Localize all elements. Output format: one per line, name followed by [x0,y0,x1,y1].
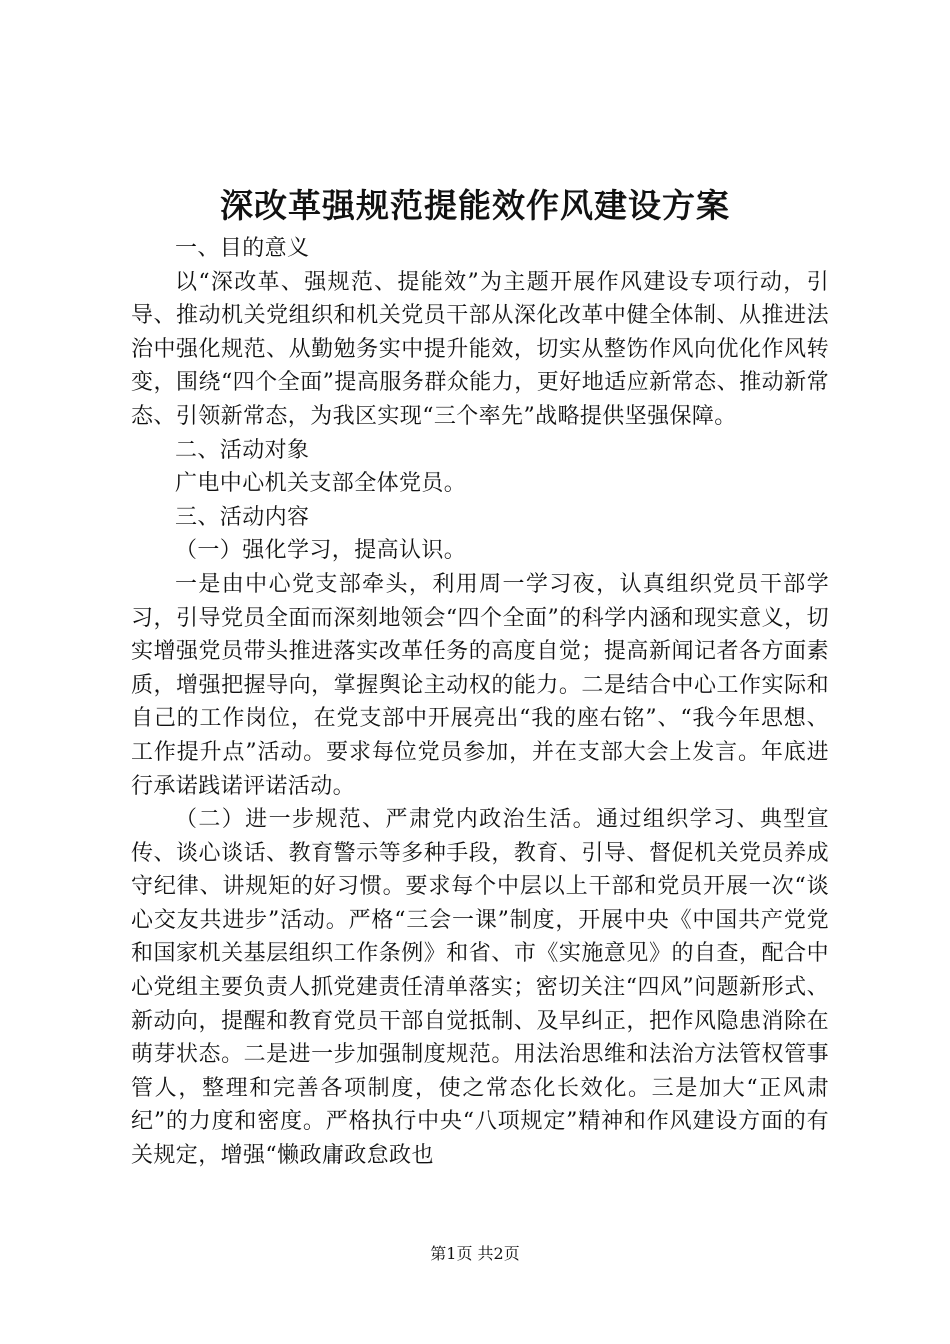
paragraph-purpose: 以“深改革、强规范、提能效”为主题开展作风建设专项行动，引导、推动机关党组织和机关党员干部从深化改革中健全体制、从推进法治中强化规范、从勤勉务实中提升能效，切实从整饬作风向优化作风转变，围绕“四个全面”提高服务群众能力，更好地适应新常态、推动新常态、引领新常态，为我区实现“三个率先”战略提供坚强保障。 [131,269,829,429]
paragraph-study: 一是由中心党支部牵头，利用周一学习夜，认真组织党员干部学习，引导党员全面而深刻地领会“四个全面”的科学内涵和现实意义，切实增强党员带头推进落实改革任务的高度自觉；提高新闻记者各方面素质，增强把握导向，掌握舆论主动权的能力。二是结合中心工作实际和自己的工作岗位，在党支部中开展亮出“我的座右铭”、“我今年思想、工作提升点”活动。要求每位党员参加，并在支部大会上发言。年底进行承诺践诺评诺活动。 [131,571,829,799]
paragraph-target: 广电中心机关支部全体党员。 [175,471,467,497]
page-number-footer: 第1页 共2页 [430,1244,520,1263]
paragraph-standardize: （二）进一步规范、严肃党内政治生活。通过组织学习、典型宣传、谈心谈话、教育警示等多种手段，教育、引导、督促机关党员养成守纪律、讲规矩的好习惯。要求每个中层以上干部和党员开展一次“谈心交友共进步”活动。严格“三会一课”制度，开展中央《中国共产党党和国家机关基层组织工作条例》和省、市《实施意见》的自查，配合中心党组主要负责人抓党建责任清单落实；密切关注“四风”问题新形式、新动向，提醒和教育党员干部自觉抵制、及早纠正，把作风隐患消除在萌芽状态。二是进一步加强制度规范。用法治思维和法治方法管权管事管人，整理和完善各项制度，使之常态化长效化。三是加大“正风肃纪”的力度和密度。严格执行中央“八项规定”精神和作风建设方面的有关规定，增强“懒政庸政怠政也 [131,807,829,1169]
section-heading-purpose: 一、目的意义 [175,236,310,261]
subsection-heading-study: （一）强化学习，提高认识。 [175,538,467,564]
document-title: 深改革强规范提能效作风建设方案 [220,186,730,225]
section-heading-target: 二、活动对象 [175,437,310,463]
section-heading-content: 三、活动内容 [175,504,310,530]
document-body [131,232,829,1173]
